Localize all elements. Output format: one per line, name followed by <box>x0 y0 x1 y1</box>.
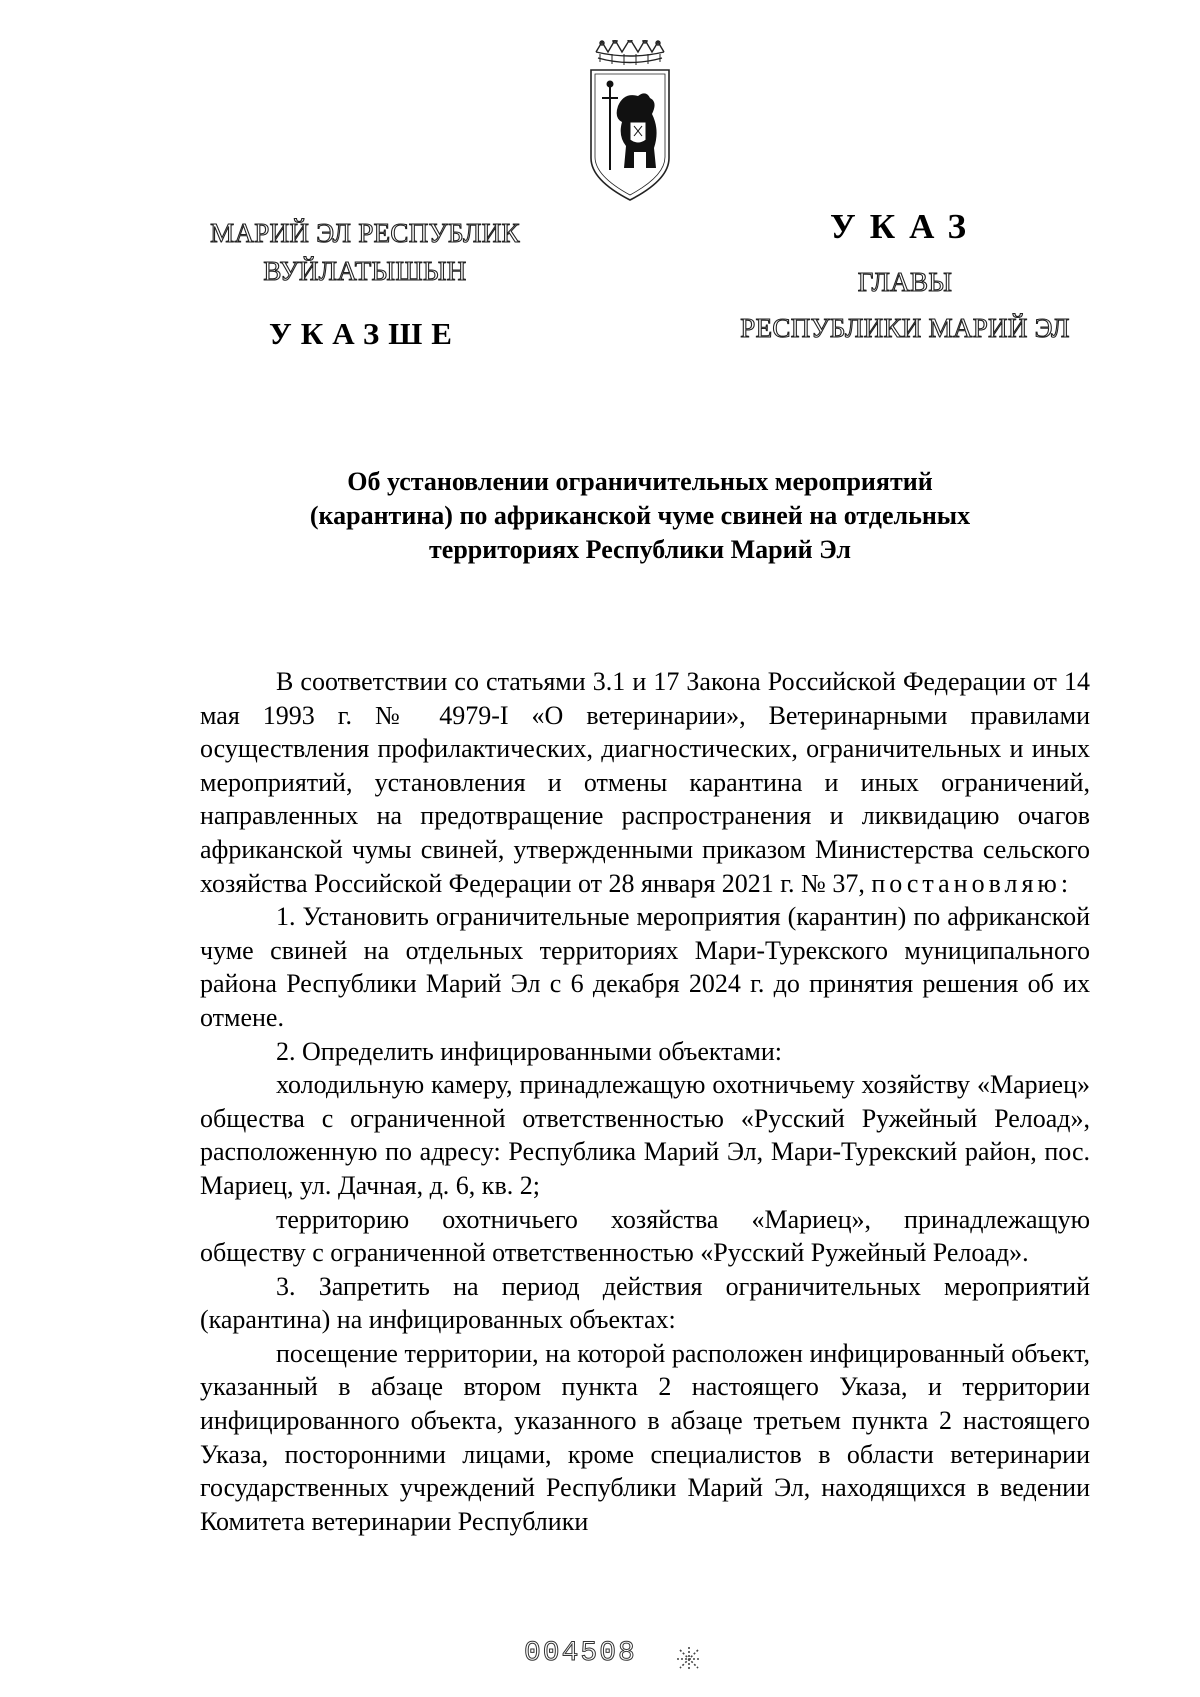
preamble-paragraph <box>200 665 1090 900</box>
title-line: территориях Республики Марий Эл <box>429 535 851 564</box>
item-3a-paragraph: посещение территории, на которой расположен инфицированный объект, указанный в абзаце втором пункта 2 настоящего Указа, и территории инфицированного объекта, указанного в абзаце третьем пункта 2 настоящего Указа, посторонними лицами, кроме специалистов в области ветеринарии государственных учреждений Республики Марий Эл, находящихся в ведении Комитета ветеринарии Республики <box>200 1338 1090 1536</box>
item-3-paragraph: 3. Запретить на период действия ограничительных мероприятий (карантина) на инфицированных объектах: <box>200 1271 1090 1335</box>
preamble-verb: постановляю: <box>871 868 1073 898</box>
document-body <box>200 665 1090 1538</box>
title-line: Об установлении ограничительных мероприятий <box>347 467 933 496</box>
coat-of-arms-icon <box>588 40 672 204</box>
item-2b-paragraph: территорию охотничьего хозяйства «Мариец», принадлежащую обществу с ограниченной ответственностью «Русский Ружейный Релоад». <box>200 1204 1090 1268</box>
title-line: (карантина) по африканской чуме свиней на отдельных <box>309 501 971 530</box>
doc-type-mari: УКАЗШЕ <box>269 316 461 351</box>
header-left-line1: МАРИЙ ЭЛ РЕСПУБЛИК <box>210 218 520 248</box>
item-2-paragraph: 2. Определить инфицированными объектами: <box>276 1036 782 1066</box>
preamble-text: В соответствии со статьями 3.1 и 17 Закона Российской Федерации от 14 мая 1993 г. № 4979-I «О ветеринарии», Ветеринарными правилами осуществления профилактических, диагностических, ограничительных и иных мероприятий, установления и отмены карантина и иных ограничений, направленных на предотвращение распространения и ликвидацию очагов африканской чумы свиней, утвержденными приказом Министерства сельского хозяйства Российской Федерации от 28 января 2021 г. № 37, <box>200 667 1090 898</box>
item-1-paragraph: 1. Установить ограничительные мероприятия (карантин) по африканской чуме свиней на отдельных территориях Мари-Турекского муниципального района Республики Марий Эл с 6 декабря 2024 г. до принятия решения об их отмене. <box>200 902 1090 1032</box>
header-right-line2: РЕСПУБЛИКИ МАРИЙ ЭЛ <box>740 313 1070 343</box>
doc-type-russian: УКАЗ <box>830 207 980 246</box>
header-right-block <box>690 205 1120 347</box>
header-left-line2: ВУЙЛАТЫШЫН <box>263 256 467 286</box>
document-title <box>200 465 1080 567</box>
header-left-block <box>185 210 545 354</box>
header-right-line1: ГЛАВЫ <box>857 267 953 297</box>
item-2a-paragraph: холодильную камеру, принадлежащую охотничьему хозяйству «Мариец» общества с ограниченной ответственностью «Русский Ружейный Релоад», расположенную по адресу: Республика Марий Эл, Мари-Турекский район, пос. Мариец, ул. Дачная, д. 6, кв. 2; <box>200 1070 1090 1200</box>
asterisk-icon <box>675 1645 703 1673</box>
serial-number: 004508 <box>524 1638 637 1669</box>
